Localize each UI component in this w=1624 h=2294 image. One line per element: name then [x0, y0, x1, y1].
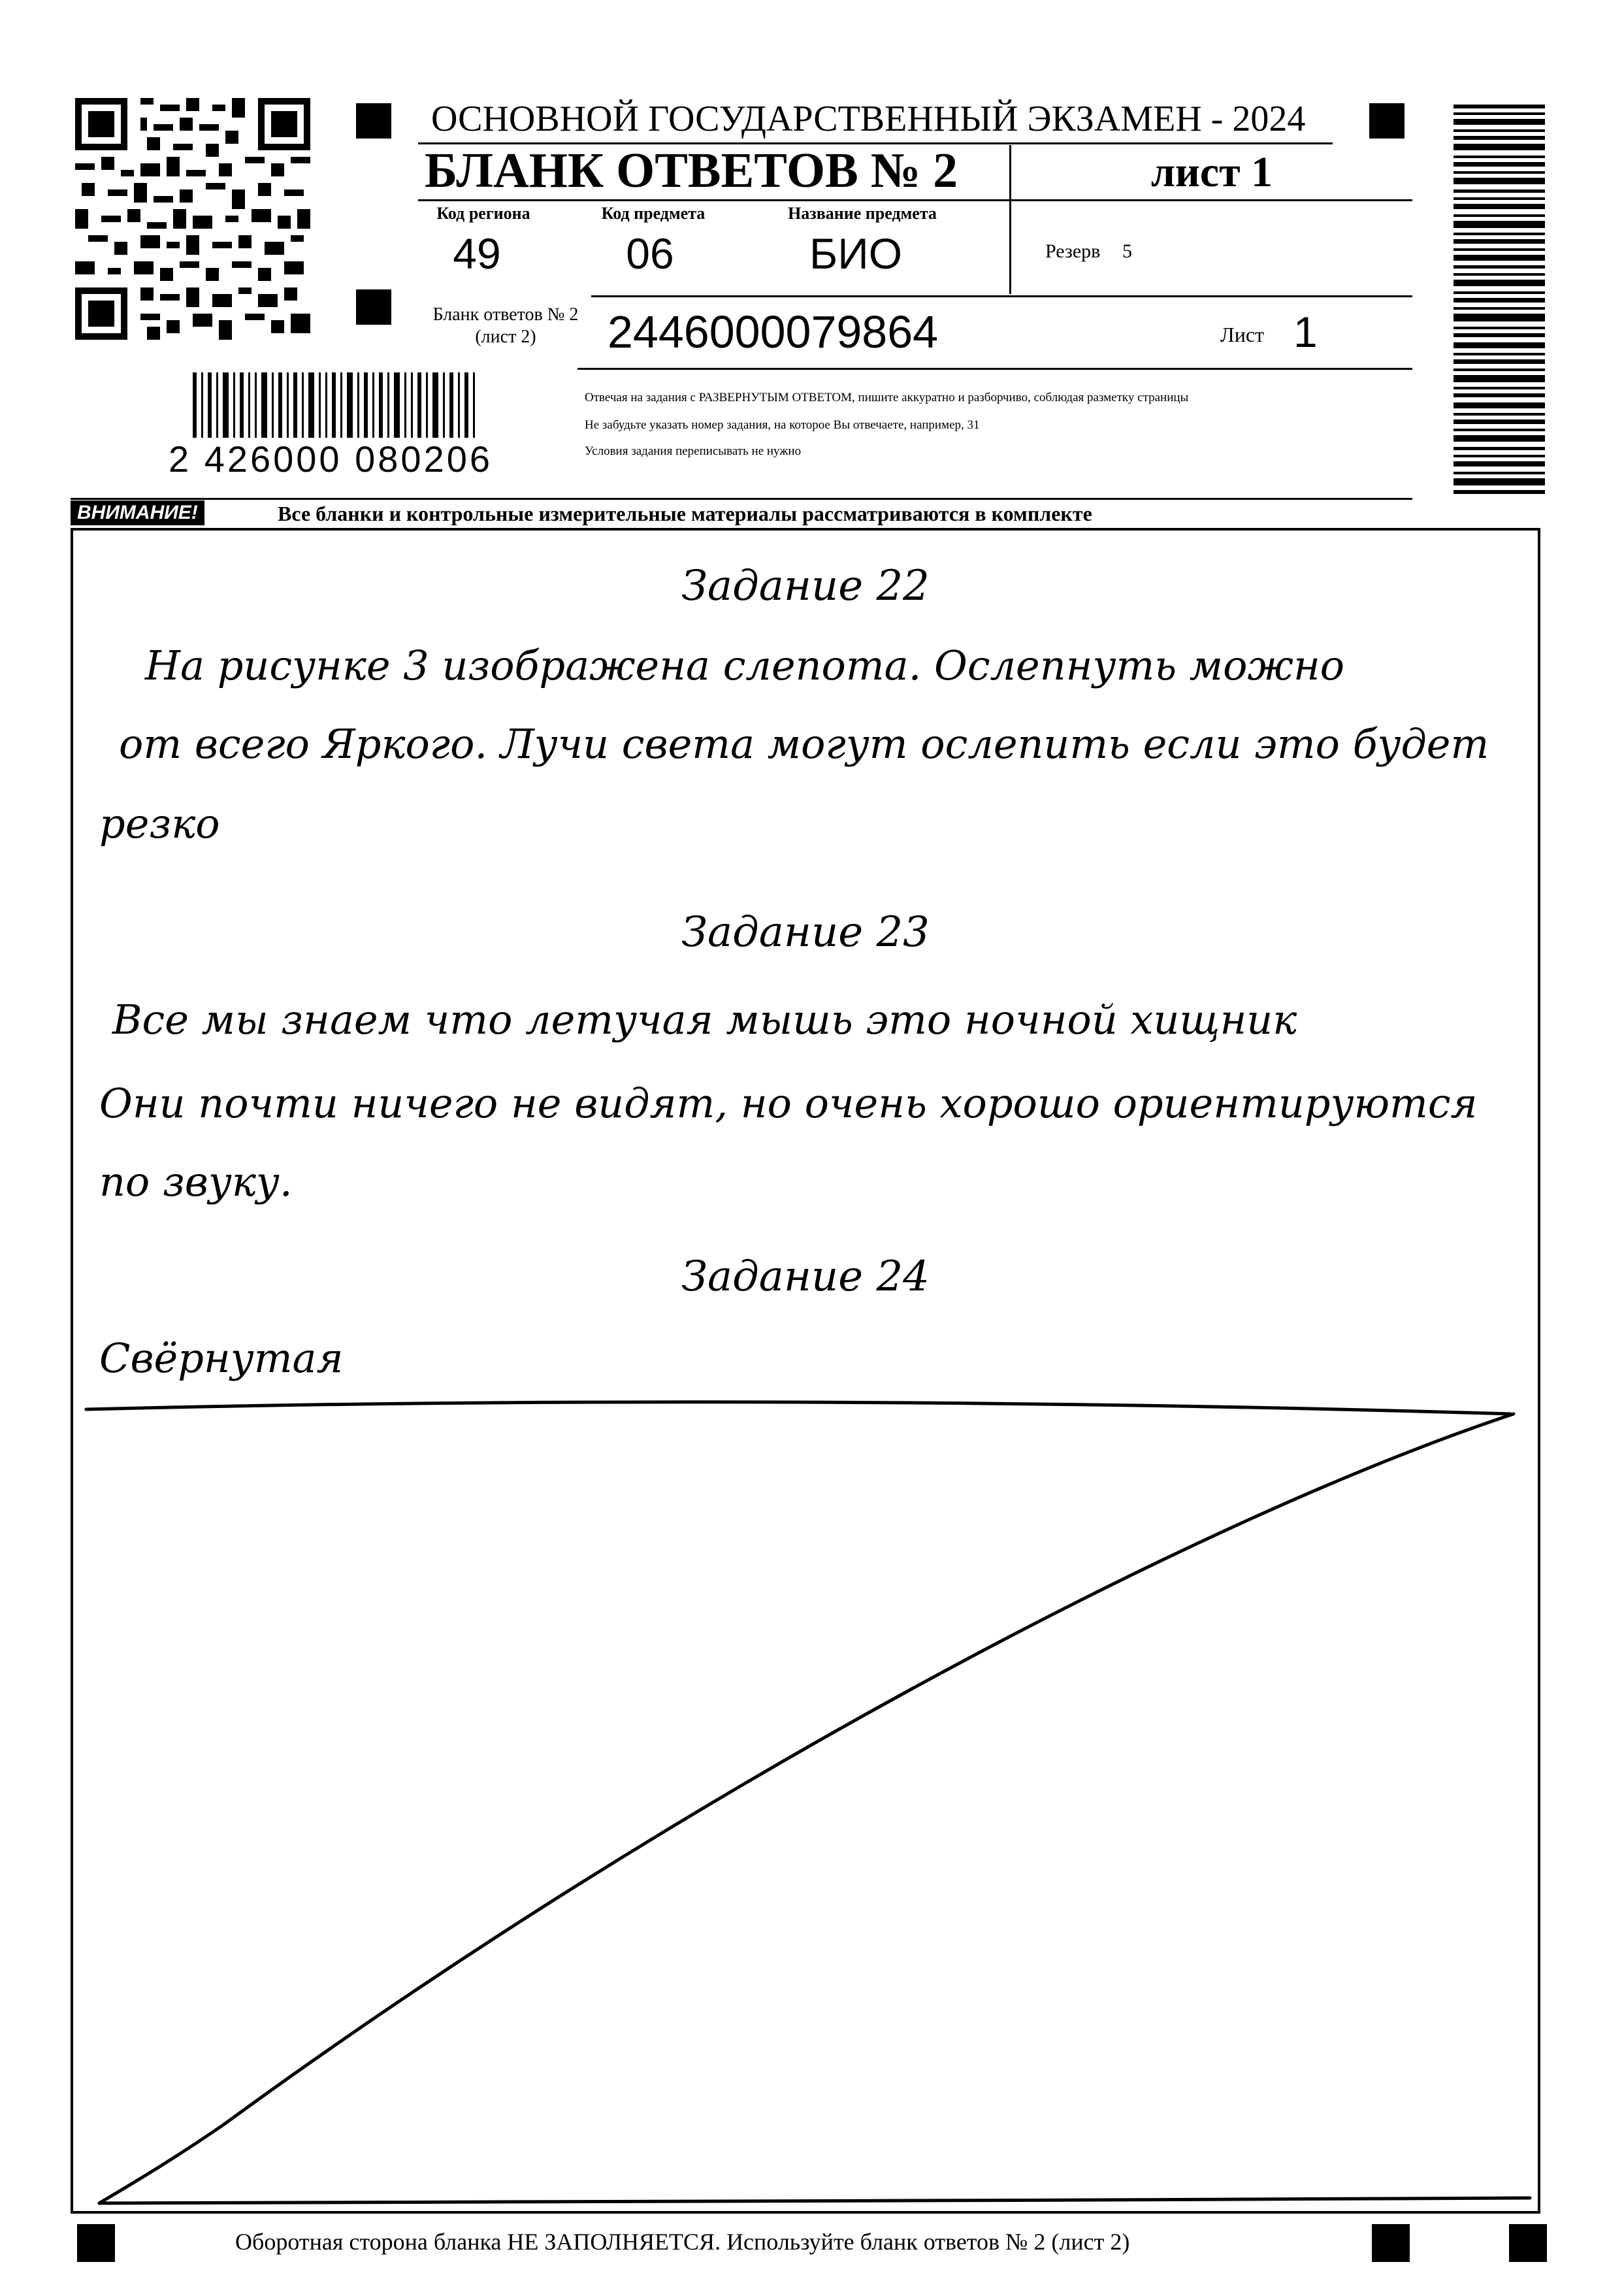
subject-code-label: Код предмета — [601, 204, 706, 223]
barcode-number: 2 426000 080206 — [169, 438, 493, 480]
exam-title: ОСНОВНОЙ ГОСУДАРСТВЕННЫЙ ЭКЗАМЕН - 2024 — [431, 99, 1306, 139]
strikeout-z-mark — [73, 531, 1538, 2211]
header-rule-2 — [418, 199, 1412, 201]
answer-24-title: Задание 24 — [681, 1253, 930, 1301]
registration-marker-bottom-right-2 — [1509, 2224, 1547, 2262]
answer-23-line-2: Они почти ничего не видят, но очень хорошо ориентируются — [99, 1079, 1478, 1127]
header-rule-4 — [577, 368, 1412, 370]
subject-name-label: Название предмета — [788, 204, 937, 223]
registration-marker-mid-left — [356, 289, 391, 325]
form-ref-line1: Бланк ответов № 2 — [432, 304, 579, 325]
form-barcode — [193, 372, 532, 438]
answer-23-line-1: Все мы знаем что летучая мышь это ночной хищник — [112, 996, 1297, 1043]
attention-rule — [71, 498, 1412, 500]
attention-badge: ВНИМАНИЕ! — [71, 500, 204, 525]
answer-area — [71, 528, 1540, 2214]
side-barcode-graphic — [1453, 105, 1545, 497]
footer-note: Оборотная сторона бланка НЕ ЗАПОЛНЯЕТСЯ. Используйте бланк ответов № 2 (лист 2) — [235, 2229, 1130, 2255]
subject-code-value: 06 — [626, 229, 674, 278]
answer-23-title: Задание 23 — [681, 908, 930, 957]
answer-22-line-1: На рисунке 3 изображена слепота. Ослепнуть можно — [145, 642, 1345, 689]
registration-marker-top-left — [356, 103, 391, 139]
registration-marker-bottom-right-1 — [1372, 2224, 1410, 2262]
answer-22-title: Задание 22 — [681, 562, 930, 610]
answer-24-line-1: Свёрнутая — [99, 1334, 344, 1382]
region-code-value: 49 — [453, 229, 501, 278]
answer-22-line-3: резко — [99, 800, 220, 847]
answer-22-line-2: от всего Яркого. Лучи света могут ослепить если это будет — [119, 720, 1489, 768]
attention-text: Все бланки и контрольные измерительные материалы рассматриваются в комплекте — [278, 502, 1092, 525]
subject-name-value: БИО — [809, 229, 903, 278]
form-title: БЛАНК ОТВЕТОВ № 2 — [425, 143, 958, 198]
form-ref-line2: (лист 2) — [475, 327, 536, 347]
sheet-title: лист 1 — [1150, 148, 1273, 196]
header-rule-3 — [591, 295, 1412, 297]
answer-23-line-3: по звуку. — [99, 1158, 293, 1205]
form-number: 2446000079864 — [608, 306, 939, 357]
sheet-number: 1 — [1293, 308, 1318, 356]
registration-marker-bottom-left — [77, 2224, 115, 2262]
instruction-line-2: Не забудьте указать номер задания, на которое Вы отвечаете, например, 31 — [585, 418, 980, 432]
qr-code — [75, 98, 310, 340]
sheet-label: Лист — [1220, 323, 1265, 346]
reserve-label: Резерв — [1045, 240, 1101, 262]
reserve-value: 5 — [1122, 240, 1132, 262]
registration-marker-top-right — [1369, 103, 1405, 139]
side-barcode — [1453, 105, 1545, 497]
instruction-line-1: Отвечая на задания с РАЗВЕРНУТЫМ ОТВЕТОМ, пишите аккуратно и разборчиво, соблюдая разметку страницы — [585, 391, 1189, 404]
region-code-label: Код региона — [436, 204, 530, 223]
instruction-line-3: Условия задания переписывать не нужно — [585, 444, 802, 458]
